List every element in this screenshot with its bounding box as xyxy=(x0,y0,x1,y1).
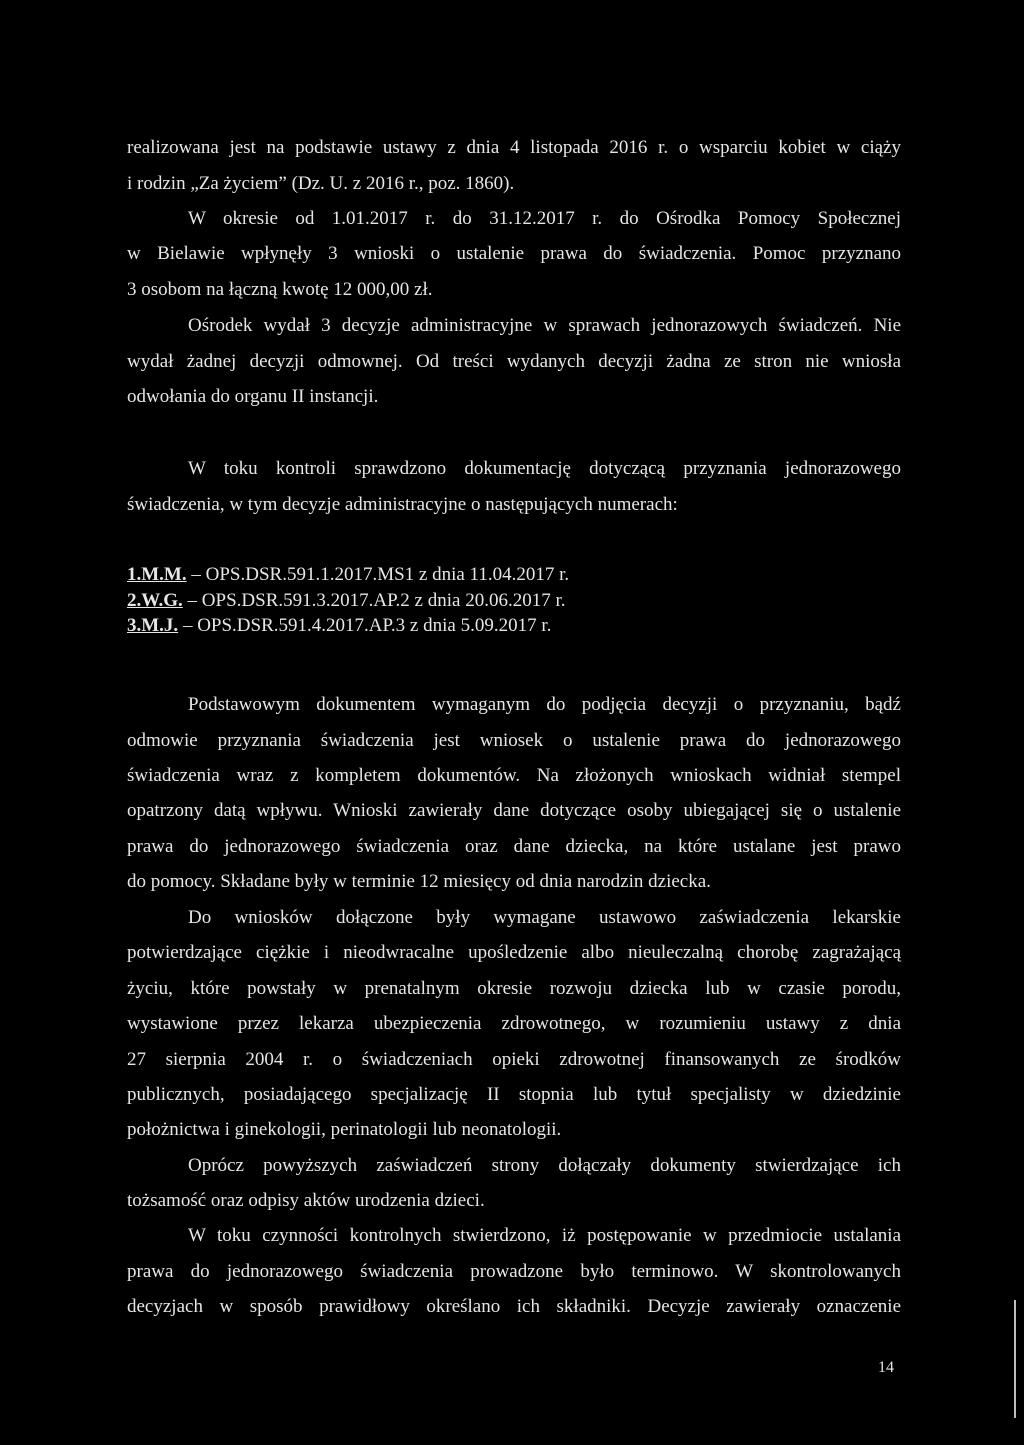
decision-item xyxy=(127,563,901,587)
text-line: wystawione przez lekarza ubezpieczenia zdrowotnego, w rozumieniu ustawy z dnia xyxy=(127,1013,901,1034)
text-line: tożsamość oraz odpisy aktów urodzenia dzieci. xyxy=(127,1190,485,1211)
text-line: W okresie od 1.01.2017 r. do 31.12.2017 r. do Ośrodka Pomocy Społecznej xyxy=(188,208,901,229)
text-line: opatrzony datą wpływu. Wnioski zawierały dane dotyczące osoby ubiegającej się o ustalenie xyxy=(127,800,901,821)
decision-label: 3.M.J. xyxy=(127,615,179,636)
text-line: realizowana jest na podstawie ustawy z dnia 4 listopada 2016 r. o wsparciu kobiet w ciąży xyxy=(127,137,901,158)
decision-label: 2.W.G. xyxy=(127,590,183,611)
decision-item xyxy=(127,614,901,638)
page-number: 14 xyxy=(878,1359,894,1376)
text-line: publicznych, posiadającego specjalizację II stopnia lub tytuł specjalisty w dziedzinie xyxy=(127,1084,901,1105)
text-line: Podstawowym dokumentem wymaganym do podjęcia decyzji o przyznaniu, bądź xyxy=(188,694,901,715)
text-line: odmowie przyznania świadczenia jest wniosek o ustalenie prawa do jednorazowego xyxy=(127,730,901,751)
text-line: Ośrodek wydał 3 decyzje administracyjne w sprawach jednorazowych świadczeń. Nie xyxy=(188,315,901,336)
text-line: prawa do jednorazowego świadczenia prowadzone było terminowo. W skontrolowanych xyxy=(127,1261,901,1282)
text-line: 3 osobom na łączną kwotę 12 000,00 zł. xyxy=(127,279,433,300)
text-line: odwołania do organu II instancji. xyxy=(127,386,379,407)
text-line: potwierdzające ciężkie i nieodwracalne upośledzenie albo nieuleczalną chorobę zagrażającą xyxy=(127,942,901,963)
text-line: położnictwa i ginekologii, perinatologii lub neonatologii. xyxy=(127,1119,562,1140)
text-line: świadczenia wraz z kompletem dokumentów. Na złożonych wnioskach widniał stempel xyxy=(127,765,901,786)
text-line: W toku czynności kontrolnych stwierdzono, iż postępowanie w przedmiocie ustalania xyxy=(188,1225,901,1246)
text-line: życiu, które powstały w prenatalnym okresie rozwoju dziecka lub w czasie porodu, xyxy=(127,978,901,999)
page-edge-mark xyxy=(1014,1300,1016,1418)
text-line: wydał żadnej decyzji odmownej. Od treści wydanych decyzji żadna ze stron nie wniosła xyxy=(127,351,901,372)
text-line: Oprócz powyższych zaświadczeń strony dołączały dokumenty stwierdzające ich xyxy=(188,1155,901,1176)
text-line: 27 sierpnia 2004 r. o świadczeniach opieki zdrowotnej finansowanych ze środków xyxy=(127,1049,901,1070)
decision-text: – OPS.DSR.591.1.2017.MS1 z dnia 11.04.2017 r. xyxy=(186,564,570,585)
decision-text: – OPS.DSR.591.4.2017.AP.3 z dnia 5.09.2017 r. xyxy=(178,615,552,636)
decision-item xyxy=(127,589,901,613)
text-line: do pomocy. Składane były w terminie 12 miesięcy od dnia narodzin dziecka. xyxy=(127,871,711,892)
decision-label: 1.M.M. xyxy=(127,564,187,585)
text-line: decyzjach w sposób prawidłowy określano ich składniki. Decyzje zawierały oznaczenie xyxy=(127,1296,901,1317)
text-line: i rodzin „Za życiem” (Dz. U. z 2016 r., poz. 1860). xyxy=(127,173,515,194)
text-line: Do wniosków dołączone były wymagane ustawowo zaświadczenia lekarskie xyxy=(188,907,901,928)
text-line: w Bielawie wpłynęły 3 wnioski o ustalenie prawa do świadczenia. Pomoc przyznano xyxy=(127,243,901,264)
decision-text: – OPS.DSR.591.3.2017.AP.2 z dnia 20.06.2017 r. xyxy=(182,590,566,611)
text-line: świadczenia, w tym decyzje administracyjne o następujących numerach: xyxy=(127,494,678,515)
text-line: W toku kontroli sprawdzono dokumentację dotyczącą przyznania jednorazowego xyxy=(188,458,901,479)
text-line: prawa do jednorazowego świadczenia oraz dane dziecka, na które ustalane jest prawo xyxy=(127,836,901,857)
